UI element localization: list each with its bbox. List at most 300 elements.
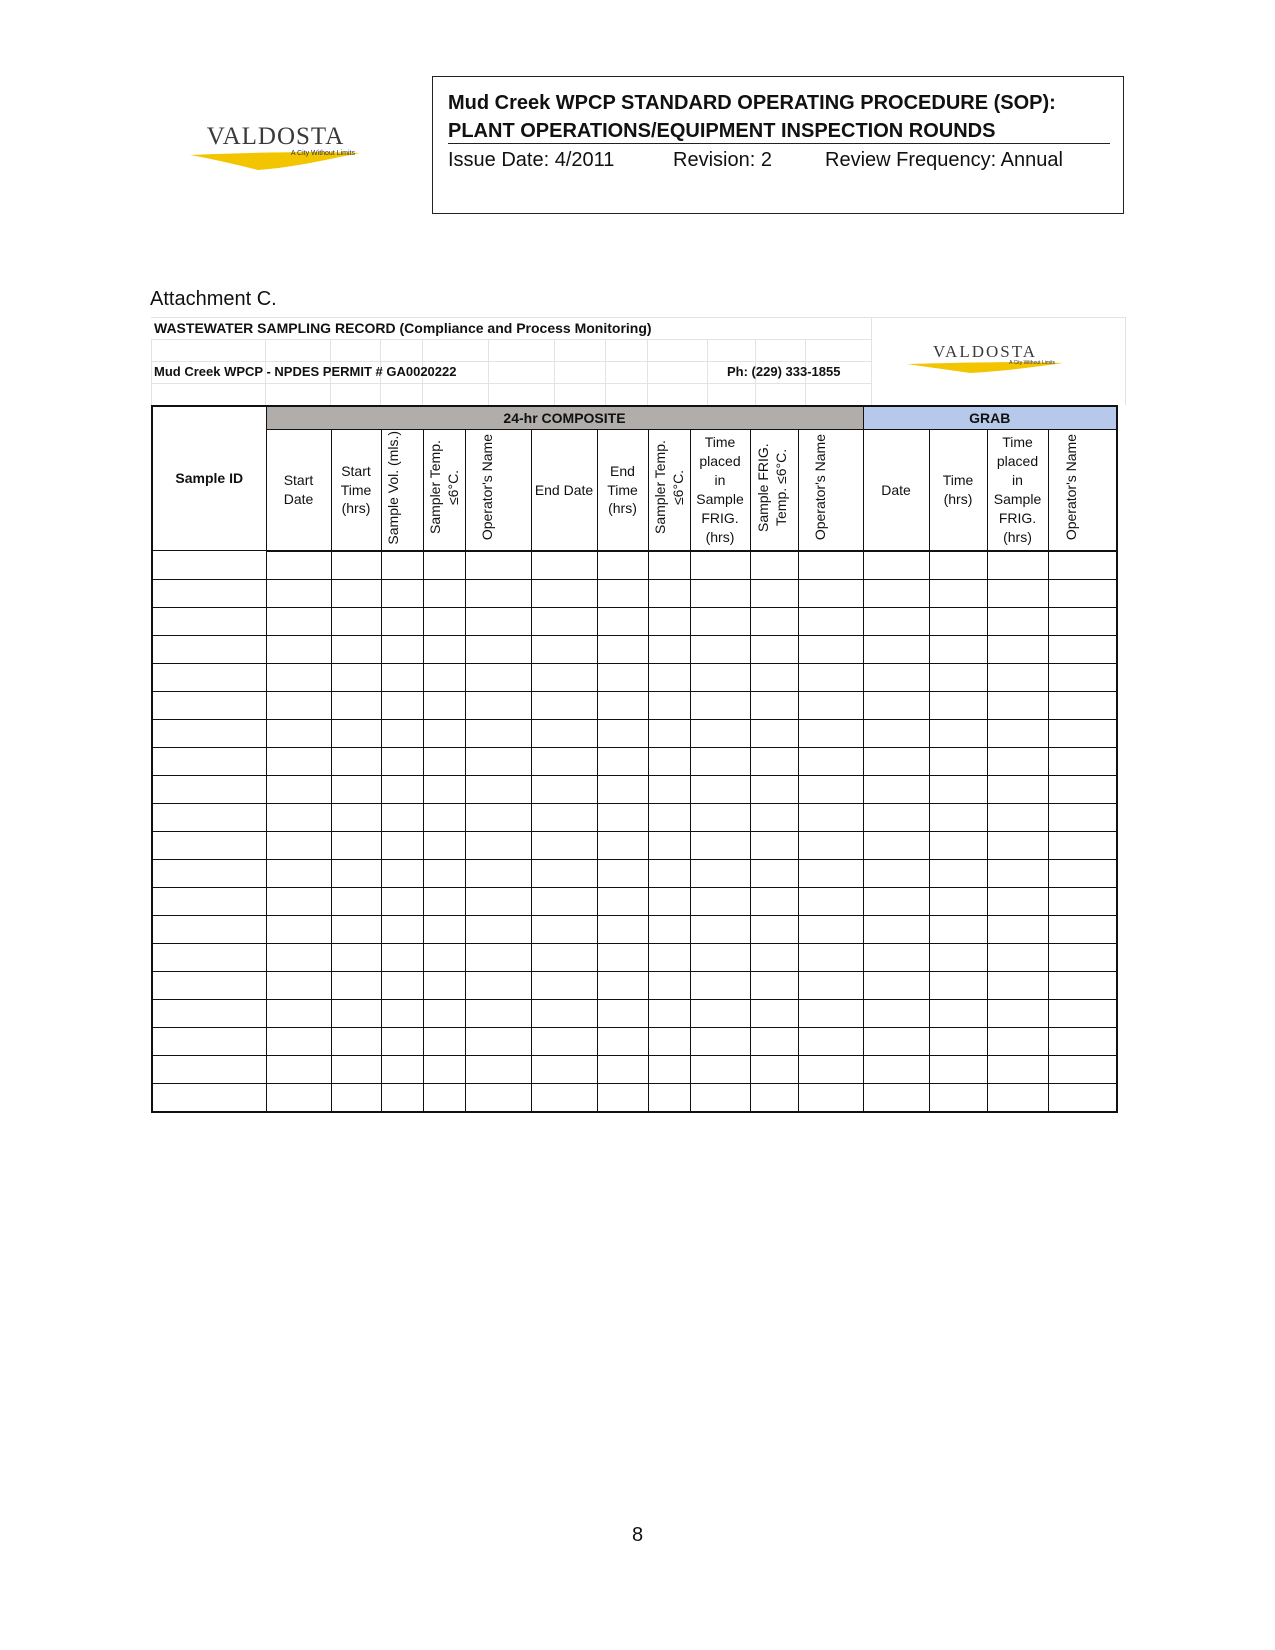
entry-cell[interactable]: [423, 831, 465, 859]
entry-cell[interactable]: [531, 971, 597, 999]
entry-cell[interactable]: [863, 1083, 929, 1112]
entry-cell[interactable]: [798, 803, 863, 831]
entry-cell[interactable]: [465, 915, 531, 943]
entry-cell[interactable]: [597, 915, 648, 943]
entry-cell[interactable]: [929, 775, 987, 803]
entry-cell[interactable]: [798, 915, 863, 943]
entry-cell[interactable]: [465, 803, 531, 831]
entry-cell[interactable]: [152, 999, 266, 1027]
entry-cell[interactable]: [331, 831, 381, 859]
entry-cell[interactable]: [423, 775, 465, 803]
entry-cell[interactable]: [331, 1055, 381, 1083]
entry-cell[interactable]: [423, 551, 465, 580]
entry-cell[interactable]: [929, 691, 987, 719]
entry-cell[interactable]: [465, 887, 531, 915]
entry-cell[interactable]: [152, 635, 266, 663]
entry-cell[interactable]: [863, 887, 929, 915]
entry-cell[interactable]: [987, 887, 1048, 915]
entry-cell[interactable]: [863, 747, 929, 775]
entry-cell[interactable]: [1048, 971, 1117, 999]
entry-cell[interactable]: [152, 719, 266, 747]
entry-cell[interactable]: [465, 859, 531, 887]
entry-cell[interactable]: [152, 775, 266, 803]
entry-cell[interactable]: [750, 915, 798, 943]
entry-cell[interactable]: [863, 859, 929, 887]
entry-cell[interactable]: [863, 635, 929, 663]
entry-cell[interactable]: [690, 663, 750, 691]
entry-cell[interactable]: [597, 971, 648, 999]
entry-cell[interactable]: [531, 1027, 597, 1055]
entry-cell[interactable]: [381, 943, 423, 971]
entry-cell[interactable]: [987, 859, 1048, 887]
entry-cell[interactable]: [423, 635, 465, 663]
entry-cell[interactable]: [929, 999, 987, 1027]
entry-cell[interactable]: [987, 999, 1048, 1027]
entry-cell[interactable]: [648, 803, 690, 831]
entry-cell[interactable]: [597, 1027, 648, 1055]
entry-cell[interactable]: [750, 887, 798, 915]
entry-cell[interactable]: [152, 859, 266, 887]
entry-cell[interactable]: [531, 943, 597, 971]
entry-cell[interactable]: [465, 831, 531, 859]
entry-cell[interactable]: [798, 663, 863, 691]
entry-cell[interactable]: [750, 971, 798, 999]
entry-cell[interactable]: [423, 747, 465, 775]
entry-cell[interactable]: [987, 803, 1048, 831]
entry-cell[interactable]: [331, 775, 381, 803]
entry-cell[interactable]: [381, 607, 423, 635]
entry-cell[interactable]: [648, 775, 690, 803]
entry-cell[interactable]: [381, 635, 423, 663]
entry-cell[interactable]: [1048, 1055, 1117, 1083]
entry-cell[interactable]: [465, 607, 531, 635]
entry-cell[interactable]: [987, 943, 1048, 971]
entry-cell[interactable]: [1048, 1027, 1117, 1055]
entry-cell[interactable]: [381, 691, 423, 719]
entry-cell[interactable]: [987, 551, 1048, 580]
entry-cell[interactable]: [423, 663, 465, 691]
entry-cell[interactable]: [1048, 803, 1117, 831]
entry-cell[interactable]: [750, 663, 798, 691]
entry-cell[interactable]: [597, 663, 648, 691]
entry-cell[interactable]: [929, 1083, 987, 1112]
entry-cell[interactable]: [690, 579, 750, 607]
entry-cell[interactable]: [648, 691, 690, 719]
entry-cell[interactable]: [597, 859, 648, 887]
entry-cell[interactable]: [531, 635, 597, 663]
entry-cell[interactable]: [423, 1055, 465, 1083]
entry-cell[interactable]: [798, 719, 863, 747]
entry-cell[interactable]: [750, 775, 798, 803]
entry-cell[interactable]: [690, 1083, 750, 1112]
entry-cell[interactable]: [531, 691, 597, 719]
entry-cell[interactable]: [987, 663, 1048, 691]
entry-cell[interactable]: [798, 775, 863, 803]
entry-cell[interactable]: [863, 803, 929, 831]
entry-cell[interactable]: [381, 915, 423, 943]
entry-cell[interactable]: [929, 663, 987, 691]
entry-cell[interactable]: [648, 831, 690, 859]
entry-cell[interactable]: [798, 943, 863, 971]
entry-cell[interactable]: [152, 943, 266, 971]
entry-cell[interactable]: [531, 803, 597, 831]
entry-cell[interactable]: [152, 1055, 266, 1083]
entry-cell[interactable]: [863, 775, 929, 803]
entry-cell[interactable]: [798, 635, 863, 663]
entry-cell[interactable]: [381, 803, 423, 831]
entry-cell[interactable]: [1048, 719, 1117, 747]
entry-cell[interactable]: [152, 887, 266, 915]
entry-cell[interactable]: [266, 915, 331, 943]
entry-cell[interactable]: [1048, 859, 1117, 887]
entry-cell[interactable]: [1048, 691, 1117, 719]
entry-cell[interactable]: [1048, 1083, 1117, 1112]
entry-cell[interactable]: [750, 999, 798, 1027]
entry-cell[interactable]: [690, 831, 750, 859]
entry-cell[interactable]: [750, 551, 798, 580]
entry-cell[interactable]: [750, 1055, 798, 1083]
entry-cell[interactable]: [465, 635, 531, 663]
entry-cell[interactable]: [531, 831, 597, 859]
entry-cell[interactable]: [465, 943, 531, 971]
entry-cell[interactable]: [423, 719, 465, 747]
entry-cell[interactable]: [929, 971, 987, 999]
entry-cell[interactable]: [266, 719, 331, 747]
entry-cell[interactable]: [987, 831, 1048, 859]
entry-cell[interactable]: [597, 775, 648, 803]
entry-cell[interactable]: [690, 607, 750, 635]
entry-cell[interactable]: [987, 1083, 1048, 1112]
entry-cell[interactable]: [798, 1083, 863, 1112]
entry-cell[interactable]: [465, 691, 531, 719]
entry-cell[interactable]: [987, 579, 1048, 607]
entry-cell[interactable]: [331, 663, 381, 691]
entry-cell[interactable]: [423, 691, 465, 719]
entry-cell[interactable]: [750, 691, 798, 719]
entry-cell[interactable]: [987, 719, 1048, 747]
entry-cell[interactable]: [597, 999, 648, 1027]
entry-cell[interactable]: [331, 971, 381, 999]
entry-cell[interactable]: [266, 691, 331, 719]
entry-cell[interactable]: [798, 607, 863, 635]
entry-cell[interactable]: [465, 579, 531, 607]
entry-cell[interactable]: [266, 1083, 331, 1112]
entry-cell[interactable]: [863, 607, 929, 635]
entry-cell[interactable]: [863, 831, 929, 859]
entry-cell[interactable]: [863, 1027, 929, 1055]
entry-cell[interactable]: [690, 887, 750, 915]
entry-cell[interactable]: [531, 1055, 597, 1083]
entry-cell[interactable]: [987, 691, 1048, 719]
entry-cell[interactable]: [597, 551, 648, 580]
entry-cell[interactable]: [750, 831, 798, 859]
entry-cell[interactable]: [648, 663, 690, 691]
entry-cell[interactable]: [331, 635, 381, 663]
entry-cell[interactable]: [597, 887, 648, 915]
entry-cell[interactable]: [331, 691, 381, 719]
entry-cell[interactable]: [987, 775, 1048, 803]
entry-cell[interactable]: [863, 551, 929, 580]
entry-cell[interactable]: [929, 915, 987, 943]
entry-cell[interactable]: [929, 719, 987, 747]
entry-cell[interactable]: [381, 1055, 423, 1083]
entry-cell[interactable]: [1048, 551, 1117, 580]
entry-cell[interactable]: [929, 579, 987, 607]
entry-cell[interactable]: [597, 579, 648, 607]
entry-cell[interactable]: [750, 1083, 798, 1112]
entry-cell[interactable]: [423, 943, 465, 971]
entry-cell[interactable]: [798, 551, 863, 580]
entry-cell[interactable]: [381, 971, 423, 999]
entry-cell[interactable]: [266, 999, 331, 1027]
entry-cell[interactable]: [648, 607, 690, 635]
entry-cell[interactable]: [331, 607, 381, 635]
entry-cell[interactable]: [929, 635, 987, 663]
entry-cell[interactable]: [381, 551, 423, 580]
entry-cell[interactable]: [597, 719, 648, 747]
entry-cell[interactable]: [531, 1083, 597, 1112]
entry-cell[interactable]: [331, 859, 381, 887]
entry-cell[interactable]: [266, 663, 331, 691]
entry-cell[interactable]: [597, 747, 648, 775]
entry-cell[interactable]: [331, 1027, 381, 1055]
entry-cell[interactable]: [1048, 747, 1117, 775]
entry-cell[interactable]: [863, 971, 929, 999]
entry-cell[interactable]: [423, 803, 465, 831]
entry-cell[interactable]: [690, 943, 750, 971]
entry-cell[interactable]: [929, 859, 987, 887]
entry-cell[interactable]: [152, 691, 266, 719]
entry-cell[interactable]: [152, 971, 266, 999]
entry-cell[interactable]: [465, 971, 531, 999]
entry-cell[interactable]: [929, 1027, 987, 1055]
entry-cell[interactable]: [331, 579, 381, 607]
entry-cell[interactable]: [465, 719, 531, 747]
entry-cell[interactable]: [690, 915, 750, 943]
entry-cell[interactable]: [750, 803, 798, 831]
entry-cell[interactable]: [423, 1083, 465, 1112]
entry-cell[interactable]: [381, 579, 423, 607]
entry-cell[interactable]: [798, 887, 863, 915]
entry-cell[interactable]: [152, 915, 266, 943]
entry-cell[interactable]: [798, 747, 863, 775]
entry-cell[interactable]: [648, 579, 690, 607]
entry-cell[interactable]: [597, 943, 648, 971]
entry-cell[interactable]: [331, 803, 381, 831]
entry-cell[interactable]: [465, 551, 531, 580]
entry-cell[interactable]: [331, 719, 381, 747]
entry-cell[interactable]: [863, 663, 929, 691]
entry-cell[interactable]: [597, 607, 648, 635]
entry-cell[interactable]: [863, 915, 929, 943]
entry-cell[interactable]: [152, 1083, 266, 1112]
entry-cell[interactable]: [381, 747, 423, 775]
entry-cell[interactable]: [152, 663, 266, 691]
entry-cell[interactable]: [381, 887, 423, 915]
entry-cell[interactable]: [531, 551, 597, 580]
entry-cell[interactable]: [929, 551, 987, 580]
entry-cell[interactable]: [648, 635, 690, 663]
entry-cell[interactable]: [648, 999, 690, 1027]
entry-cell[interactable]: [331, 1083, 381, 1112]
entry-cell[interactable]: [266, 859, 331, 887]
entry-cell[interactable]: [266, 943, 331, 971]
entry-cell[interactable]: [266, 607, 331, 635]
entry-cell[interactable]: [750, 607, 798, 635]
entry-cell[interactable]: [266, 1055, 331, 1083]
entry-cell[interactable]: [798, 579, 863, 607]
entry-cell[interactable]: [648, 915, 690, 943]
entry-cell[interactable]: [690, 1055, 750, 1083]
entry-cell[interactable]: [690, 999, 750, 1027]
entry-cell[interactable]: [266, 971, 331, 999]
entry-cell[interactable]: [266, 803, 331, 831]
entry-cell[interactable]: [987, 1027, 1048, 1055]
entry-cell[interactable]: [331, 551, 381, 580]
entry-cell[interactable]: [597, 691, 648, 719]
entry-cell[interactable]: [750, 943, 798, 971]
entry-cell[interactable]: [1048, 887, 1117, 915]
entry-cell[interactable]: [465, 1027, 531, 1055]
entry-cell[interactable]: [863, 579, 929, 607]
entry-cell[interactable]: [1048, 915, 1117, 943]
entry-cell[interactable]: [750, 859, 798, 887]
entry-cell[interactable]: [690, 551, 750, 580]
entry-cell[interactable]: [381, 1083, 423, 1112]
entry-cell[interactable]: [266, 1027, 331, 1055]
entry-cell[interactable]: [381, 1027, 423, 1055]
entry-cell[interactable]: [331, 943, 381, 971]
entry-cell[interactable]: [690, 691, 750, 719]
entry-cell[interactable]: [750, 1027, 798, 1055]
entry-cell[interactable]: [597, 1055, 648, 1083]
entry-cell[interactable]: [381, 719, 423, 747]
entry-cell[interactable]: [423, 915, 465, 943]
entry-cell[interactable]: [798, 999, 863, 1027]
entry-cell[interactable]: [648, 1055, 690, 1083]
entry-cell[interactable]: [690, 747, 750, 775]
entry-cell[interactable]: [690, 775, 750, 803]
entry-cell[interactable]: [266, 775, 331, 803]
entry-cell[interactable]: [987, 635, 1048, 663]
entry-cell[interactable]: [597, 635, 648, 663]
entry-cell[interactable]: [1048, 831, 1117, 859]
entry-cell[interactable]: [423, 607, 465, 635]
entry-cell[interactable]: [690, 971, 750, 999]
entry-cell[interactable]: [929, 1055, 987, 1083]
entry-cell[interactable]: [1048, 775, 1117, 803]
entry-cell[interactable]: [597, 803, 648, 831]
entry-cell[interactable]: [266, 635, 331, 663]
entry-cell[interactable]: [648, 1083, 690, 1112]
entry-cell[interactable]: [531, 607, 597, 635]
entry-cell[interactable]: [798, 1027, 863, 1055]
entry-cell[interactable]: [863, 691, 929, 719]
entry-cell[interactable]: [531, 887, 597, 915]
entry-cell[interactable]: [152, 831, 266, 859]
entry-cell[interactable]: [863, 1055, 929, 1083]
entry-cell[interactable]: [331, 915, 381, 943]
entry-cell[interactable]: [798, 971, 863, 999]
entry-cell[interactable]: [863, 943, 929, 971]
entry-cell[interactable]: [266, 747, 331, 775]
entry-cell[interactable]: [648, 551, 690, 580]
entry-cell[interactable]: [531, 719, 597, 747]
entry-cell[interactable]: [929, 831, 987, 859]
entry-cell[interactable]: [648, 1027, 690, 1055]
entry-cell[interactable]: [381, 663, 423, 691]
entry-cell[interactable]: [863, 999, 929, 1027]
entry-cell[interactable]: [750, 719, 798, 747]
entry-cell[interactable]: [1048, 579, 1117, 607]
entry-cell[interactable]: [798, 1055, 863, 1083]
entry-cell[interactable]: [987, 607, 1048, 635]
entry-cell[interactable]: [648, 747, 690, 775]
entry-cell[interactable]: [1048, 607, 1117, 635]
entry-cell[interactable]: [987, 915, 1048, 943]
entry-cell[interactable]: [423, 859, 465, 887]
entry-cell[interactable]: [423, 971, 465, 999]
entry-cell[interactable]: [690, 859, 750, 887]
entry-cell[interactable]: [597, 1083, 648, 1112]
entry-cell[interactable]: [152, 1027, 266, 1055]
entry-cell[interactable]: [987, 971, 1048, 999]
entry-cell[interactable]: [465, 1055, 531, 1083]
entry-cell[interactable]: [648, 719, 690, 747]
entry-cell[interactable]: [929, 607, 987, 635]
entry-cell[interactable]: [1048, 663, 1117, 691]
entry-cell[interactable]: [531, 859, 597, 887]
entry-cell[interactable]: [1048, 635, 1117, 663]
entry-cell[interactable]: [987, 1055, 1048, 1083]
entry-cell[interactable]: [1048, 999, 1117, 1027]
entry-cell[interactable]: [648, 943, 690, 971]
entry-cell[interactable]: [929, 943, 987, 971]
entry-cell[interactable]: [597, 831, 648, 859]
entry-cell[interactable]: [381, 999, 423, 1027]
entry-cell[interactable]: [798, 831, 863, 859]
entry-cell[interactable]: [798, 691, 863, 719]
entry-cell[interactable]: [152, 803, 266, 831]
entry-cell[interactable]: [423, 887, 465, 915]
entry-cell[interactable]: [863, 719, 929, 747]
entry-cell[interactable]: [531, 775, 597, 803]
entry-cell[interactable]: [266, 551, 331, 580]
entry-cell[interactable]: [929, 887, 987, 915]
entry-cell[interactable]: [465, 775, 531, 803]
entry-cell[interactable]: [331, 999, 381, 1027]
entry-cell[interactable]: [465, 999, 531, 1027]
entry-cell[interactable]: [266, 831, 331, 859]
entry-cell[interactable]: [648, 859, 690, 887]
entry-cell[interactable]: [465, 747, 531, 775]
entry-cell[interactable]: [1048, 943, 1117, 971]
entry-cell[interactable]: [750, 579, 798, 607]
entry-cell[interactable]: [266, 887, 331, 915]
entry-cell[interactable]: [152, 747, 266, 775]
entry-cell[interactable]: [929, 803, 987, 831]
entry-cell[interactable]: [423, 999, 465, 1027]
entry-cell[interactable]: [531, 915, 597, 943]
entry-cell[interactable]: [648, 971, 690, 999]
entry-cell[interactable]: [690, 803, 750, 831]
entry-cell[interactable]: [531, 999, 597, 1027]
entry-cell[interactable]: [381, 775, 423, 803]
entry-cell[interactable]: [750, 747, 798, 775]
entry-cell[interactable]: [531, 663, 597, 691]
entry-cell[interactable]: [331, 887, 381, 915]
entry-cell[interactable]: [987, 747, 1048, 775]
